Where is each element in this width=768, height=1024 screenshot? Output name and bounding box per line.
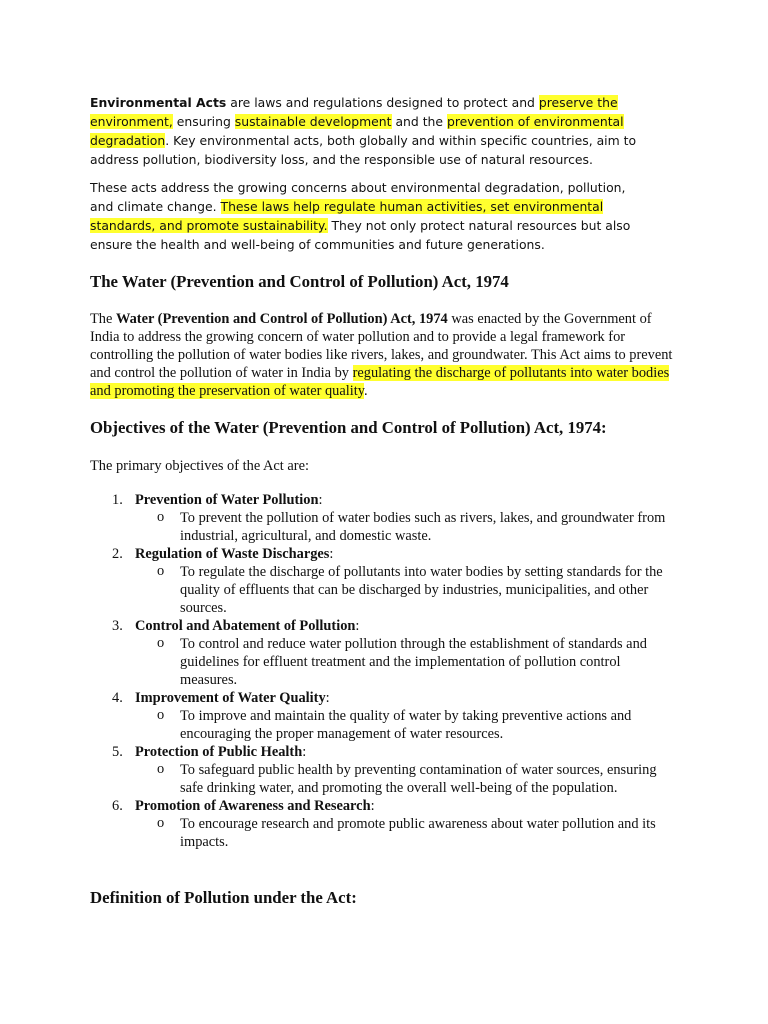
highlighted-text: preserve the environment, — [90, 95, 618, 129]
objective-description — [135, 563, 680, 617]
item-number: 5. — [112, 744, 123, 760]
intro-paragraph-1 — [90, 93, 650, 169]
text-run: . — [364, 383, 368, 399]
objective-title: Regulation of Waste Discharges — [135, 546, 330, 562]
text-run: . Key environmental acts, both globally and within specific countries, aim to address pollution, biodiversity loss, and the responsible use of natural resources. — [90, 133, 637, 167]
text-run: They not only protect natural resources but also ensure the health and well-being of communities and future generations. — [90, 218, 631, 252]
highlighted-text: These laws help regulate human activities, set environmental standards, and promote sustainability. — [90, 199, 604, 233]
objective-title: Improvement of Water Quality — [135, 690, 326, 706]
objective-item — [90, 743, 680, 797]
objective-item — [90, 545, 680, 617]
section-heading-objectives: Objectives of the Water (Prevention and Control of Pollution) Act, 1974: — [90, 418, 607, 437]
bullet-icon: o — [157, 509, 165, 525]
objective-description — [135, 815, 680, 851]
description-text: To prevent the pollution of water bodies such as rivers, lakes, and groundwater from industrial, agricultural, and domestic waste. — [180, 510, 666, 544]
bold-term: Water (Prevention and Control of Pollution) Act, 1974 — [115, 311, 448, 327]
text-run: ensuring — [172, 114, 235, 129]
bold-term: Environmental Acts — [90, 95, 227, 110]
act-paragraph — [90, 310, 680, 400]
item-number: 4. — [112, 690, 123, 706]
objectives-intro: The primary objectives of the Act are: — [90, 458, 309, 474]
intro-paragraph-2 — [90, 178, 650, 254]
bullet-icon: o — [157, 707, 165, 723]
text-run: was enacted by the Government of India to address the growing concern of water pollution and to provide a legal framework for controlling the pollution of water bodies like rivers, lakes, and groundwater. This Act aims to prevent and control the pollution of water in India by — [90, 311, 673, 381]
item-number: 1. — [112, 492, 123, 508]
objectives-list — [90, 491, 680, 851]
item-number: 3. — [112, 618, 123, 634]
description-text: To improve and maintain the quality of water by taking preventive actions and encouraging the proper management of water resources. — [180, 708, 632, 742]
colon: : — [370, 798, 375, 814]
objective-description — [135, 509, 680, 545]
objective-title: Promotion of Awareness and Research — [135, 798, 371, 814]
objective-description — [135, 707, 680, 743]
text-run: These acts address the growing concerns about environmental degradation, pollution, and climate change. — [90, 180, 626, 214]
description-text: To safeguard public health by preventing contamination of water sources, ensuring safe drinking water, and promoting the overall well-being of the population. — [180, 762, 657, 796]
highlighted-text: sustainable development — [234, 114, 392, 129]
text-run: The — [90, 311, 116, 327]
objective-sublist — [135, 563, 680, 617]
colon: : — [329, 546, 334, 562]
section-heading-definition: Definition of Pollution under the Act: — [90, 888, 357, 907]
objective-item — [90, 491, 680, 545]
text-run: and the — [391, 114, 447, 129]
text-run: are laws and regulations designed to protect and — [226, 95, 539, 110]
objective-item — [90, 797, 680, 851]
colon: : — [355, 618, 360, 634]
bullet-icon: o — [157, 761, 165, 777]
section-heading-act: The Water (Prevention and Control of Pollution) Act, 1974 — [90, 272, 509, 291]
objective-title: Control and Abatement of Pollution — [135, 618, 356, 634]
item-number: 2. — [112, 546, 123, 562]
objective-sublist — [135, 815, 680, 851]
bullet-icon: o — [157, 635, 165, 651]
objective-sublist — [135, 635, 680, 689]
item-number: 6. — [112, 798, 123, 814]
highlighted-text: regulating the discharge of pollutants into water bodies and promoting the preservation of water quality — [90, 365, 670, 399]
description-text: To control and reduce water pollution through the establishment of standards and guidelines for effluent treatment and the implementation of pollution control measures. — [180, 636, 647, 688]
colon: : — [325, 690, 330, 706]
objective-sublist — [135, 761, 680, 797]
colon: : — [318, 492, 323, 508]
description-text: To regulate the discharge of pollutants into water bodies by setting standards for the quality of effluents that can be discharged by industries, municipalities, and other sources. — [180, 564, 663, 616]
objective-description — [135, 761, 680, 797]
objective-sublist — [135, 707, 680, 743]
objective-item — [90, 689, 680, 743]
objective-title: Protection of Public Health — [135, 744, 303, 760]
objective-sublist — [135, 509, 680, 545]
bullet-icon: o — [157, 563, 165, 579]
highlighted-text: prevention of environmental degradation — [90, 114, 624, 148]
objective-description — [135, 635, 680, 689]
description-text: To encourage research and promote public awareness about water pollution and its impacts. — [180, 816, 656, 850]
objective-item — [90, 617, 680, 689]
objective-title: Prevention of Water Pollution — [135, 492, 319, 508]
bullet-icon: o — [157, 815, 165, 831]
colon: : — [302, 744, 307, 760]
